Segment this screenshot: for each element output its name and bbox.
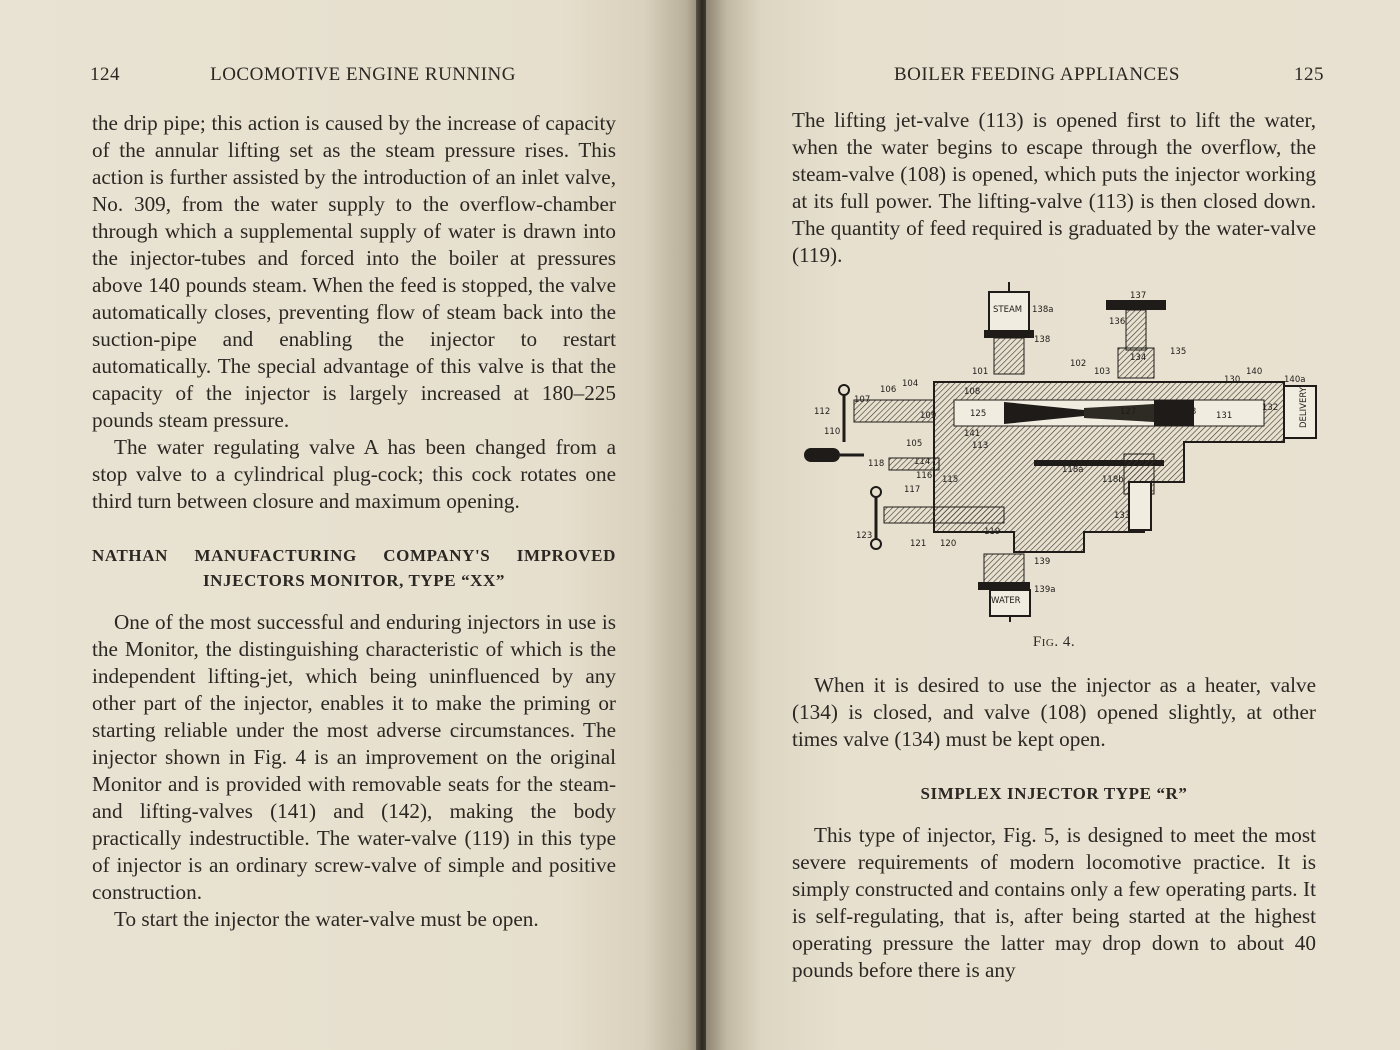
part-label: 115 <box>942 475 959 485</box>
right-page-number: 125 <box>1294 64 1324 85</box>
part-label: 133 <box>1114 511 1131 521</box>
part-label: 107 <box>854 395 871 405</box>
part-label: 117 <box>904 485 921 495</box>
left-paragraph-2: The water regulating valve A has been changed from a stop valve to a cylindrical plug-cock; this cock rotates one third turn between closure and maximum opening. <box>92 435 616 513</box>
right-page <box>706 0 1400 1050</box>
right-paragraph-1: The lifting jet-valve (113) is opened first to lift the water, when the water begins to escape through the overflow, the steam-valve (108) is opened, which puts the injector working at its full power. The lifting-valve (113) is then closed down. The quantity of feed required is graduated by the water-valve (119). <box>792 108 1316 267</box>
part-label: 109 <box>920 411 937 421</box>
label-water: WATER <box>991 596 1021 606</box>
part-label: 137 <box>1130 291 1147 301</box>
injector-drawing <box>784 282 1324 622</box>
part-label: 118a <box>1062 465 1084 475</box>
left-running-title: LOCOMOTIVE ENGINE RUNNING <box>210 64 516 85</box>
part-label: 131 <box>1216 411 1233 421</box>
right-section-heading: SIMPLEX INJECTOR TYPE “R” <box>920 784 1188 803</box>
part-label: 138a <box>1032 305 1054 315</box>
left-text-column <box>92 110 616 933</box>
right-text-column-top <box>792 107 1316 269</box>
part-label: 113 <box>972 441 989 451</box>
label-steam: STEAM <box>993 305 1023 315</box>
right-paragraph-2: When it is desired to use the injector as a heater, valve (134) is closed, and valve (108) opened slightly, at other times valve (134) must be kept open. <box>792 673 1316 751</box>
right-running-head <box>894 64 1324 86</box>
part-label: 120 <box>940 539 957 549</box>
part-label: 104 <box>902 379 919 389</box>
part-label: 134 <box>1130 353 1147 363</box>
label-delivery: DELIVERY <box>1299 387 1309 428</box>
part-label: 126 <box>1052 409 1069 419</box>
part-label: 136 <box>1109 317 1126 327</box>
part-label: 139 <box>1034 557 1051 567</box>
part-label: 110 <box>824 427 841 437</box>
left-paragraph-4: To start the injector the water-valve must be open. <box>114 907 539 931</box>
right-paragraph-3: This type of injector, Fig. 5, is designed to meet the most severe requirements of modern locomotive practice. It is simply constructed and contains only a few operating parts. It is self-regulating, that is, after being started at the highest operating pressure the latter may drop down to about 40 pounds before there is any <box>792 823 1316 982</box>
part-label: 116 <box>916 471 933 481</box>
part-label: 125 <box>970 409 987 419</box>
left-paragraph-1: the drip pipe; this action is caused by the increase of capacity of the annular lifting set as the steam pressure rises. This action is further assisted by the introduction of an inlet valve, No. 309, from the water supply to the overflow-chamber through which a supplemental supply of water is drawn into the injector-tubes and forced into the boiler at pressures above 140 pounds steam. When the feed is stopped, the valve automatically closes, preventing flow of steam back into the suction-pipe and enabling the injector to restart automatically. The special advantage of this valve is that the capacity of the injector is largely increased at 180–225 pounds steam pressure. <box>92 111 616 432</box>
injector-diagram <box>784 282 1324 622</box>
part-label: 102 <box>1070 359 1087 369</box>
part-label: 130 <box>1224 375 1241 385</box>
part-label: 112 <box>814 407 831 417</box>
right-running-title: BOILER FEEDING APPLIANCES <box>894 64 1180 85</box>
part-label: 103 <box>1094 367 1111 377</box>
part-label: 132 <box>1262 403 1279 413</box>
part-label: 118 <box>868 459 885 469</box>
left-page-number: 124 <box>90 64 120 85</box>
right-text-column-bottom <box>792 672 1316 984</box>
part-label: 106 <box>880 385 897 395</box>
part-label: 108 <box>964 387 981 397</box>
left-section-heading: NATHAN MANUFACTURING COMPANY'S IMPROVED INJECTORS MONITOR, TYPE “XX” <box>92 546 616 590</box>
part-label: 140 <box>1246 367 1263 377</box>
figure-caption: Fig. 4. <box>1032 634 1076 650</box>
part-label: 111 <box>810 451 827 461</box>
part-label: 138 <box>1034 335 1051 345</box>
part-label: 128 <box>1180 407 1197 417</box>
part-label: 123 <box>856 531 873 541</box>
part-label: 101 <box>972 367 989 377</box>
part-label: 118b <box>1102 475 1124 485</box>
part-label: 127 <box>1120 407 1137 417</box>
part-label: 140a <box>1284 375 1306 385</box>
part-label: 121 <box>910 539 927 549</box>
part-label: 105 <box>906 439 923 449</box>
part-label: 139a <box>1034 585 1056 595</box>
part-label: 141 <box>964 429 981 439</box>
left-running-head <box>90 64 516 86</box>
part-label: 135 <box>1170 347 1187 357</box>
part-label: 119 <box>984 527 1001 537</box>
left-paragraph-3: One of the most successful and enduring injectors in use is the Monitor, the distinguishing characteristic of which is the independent lifting-jet, which being uninfluenced by any other part of the injector, enables it to make the priming or starting reliable under the most adverse circumstances. The injector shown in Fig. 4 is an improvement on the original Monitor and is provided with removable seats for the steam- and lifting-valves (141) and (142), making the body practically indestructible. The water-valve (119) in this type of injector is an ordinary screw-valve of simple and positive construction. <box>92 610 616 904</box>
part-label: 114 <box>914 457 931 467</box>
valve-handle-137 <box>1106 300 1166 310</box>
